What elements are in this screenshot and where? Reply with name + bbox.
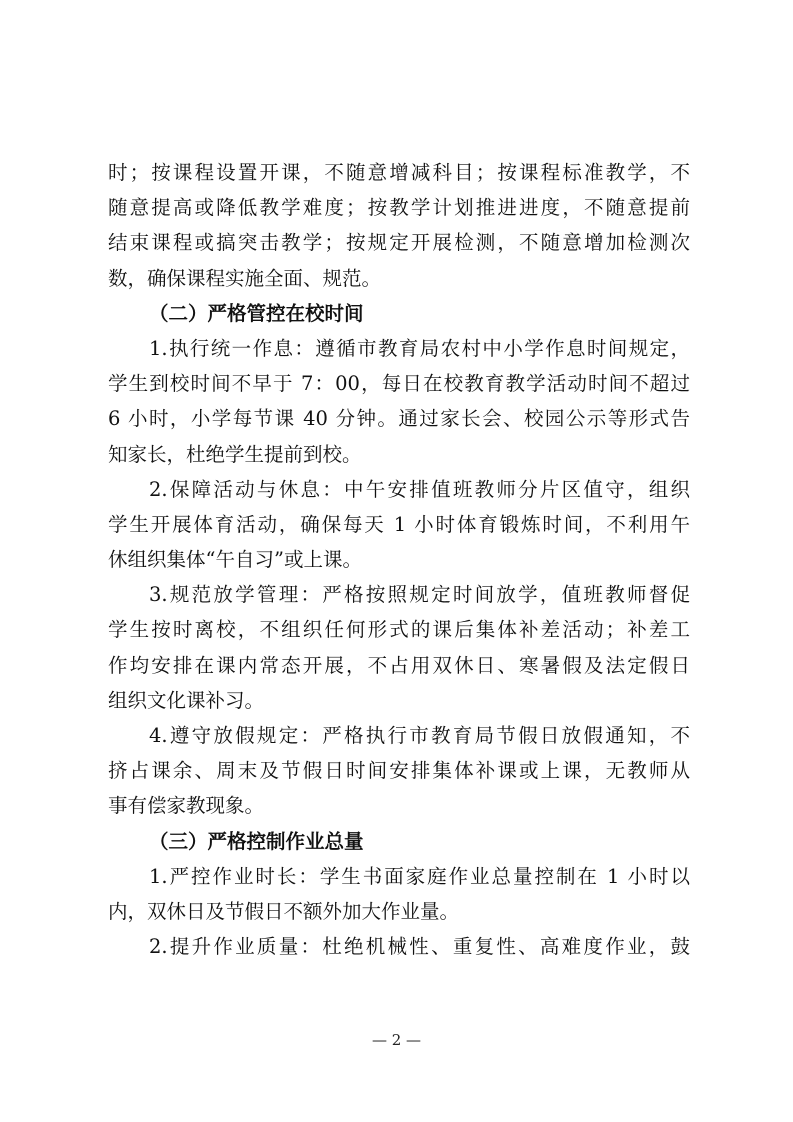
paragraph-line: 数，确保课程实施全面、规范。 — [108, 266, 382, 290]
paragraph-line: 时；按课程设置开课，不随意增减科目；按课程标准教学，不 — [108, 161, 690, 184]
paragraph-line: 挤占课余、周末及节假日时间安排集体补课或上课，无教师从 — [108, 759, 690, 783]
paragraph-line: 4.遵守放假规定：严格执行市教育局节假日放假通知，不 — [149, 724, 690, 747]
paragraph-line: 2.保障活动与休息：中午安排值班教师分片区值守，组织 — [149, 477, 690, 501]
paragraph-line: 休组织集体“午自习”或上课。 — [108, 548, 362, 572]
page-number: — 2 — — [371, 1031, 422, 1049]
section-heading: （二）严格管控在校时间 — [149, 301, 364, 325]
paragraph-line: 结束课程或搞突击教学；按规定开展检测，不随意增加检测次 — [108, 231, 690, 255]
paragraph-line: 学生开展体育活动，确保每天 1 小时体育锻炼时间，不利用午 — [108, 512, 690, 536]
paragraph-line: 作均安排在课内常态开展，不占用双休日、寒暑假及法定假日 — [108, 653, 690, 677]
paragraph-line: 随意提高或降低教学难度；按教学计划推进进度，不随意提前 — [108, 196, 690, 220]
paragraph-line: 学生按时离校，不组织任何形式的课后集体补差活动；补差工 — [108, 618, 690, 642]
paragraph-line: 6 小时，小学每节课 40 分钟。通过家长会、校园公示等形式告 — [108, 407, 690, 431]
paragraph-line: 事有偿家教现象。 — [108, 794, 265, 818]
paragraph-line: 1.严控作业时长：学生书面家庭作业总量控制在 1 小时以 — [149, 864, 690, 888]
paragraph-line: 学生到校时间不早于 7：00，每日在校教育教学活动时间不超过 — [108, 372, 690, 396]
paragraph-line: 内，双休日及节假日不额外加大作业量。 — [108, 899, 460, 923]
paragraph-line: 知家长，杜绝学生提前到校。 — [108, 442, 362, 466]
paragraph-line: 2.提升作业质量：杜绝机械性、重复性、高难度作业，鼓 — [149, 935, 690, 959]
body-text — [108, 155, 690, 964]
section-heading: （三）严格控制作业总量 — [149, 829, 364, 853]
paragraph-line: 组织文化课补习。 — [108, 688, 265, 712]
paragraph-line: 1.执行统一作息：遵循市教育局农村中小学作息时间规定， — [149, 336, 690, 360]
paragraph-line: 3.规范放学管理：严格按照规定时间放学，值班教师督促 — [149, 583, 690, 607]
